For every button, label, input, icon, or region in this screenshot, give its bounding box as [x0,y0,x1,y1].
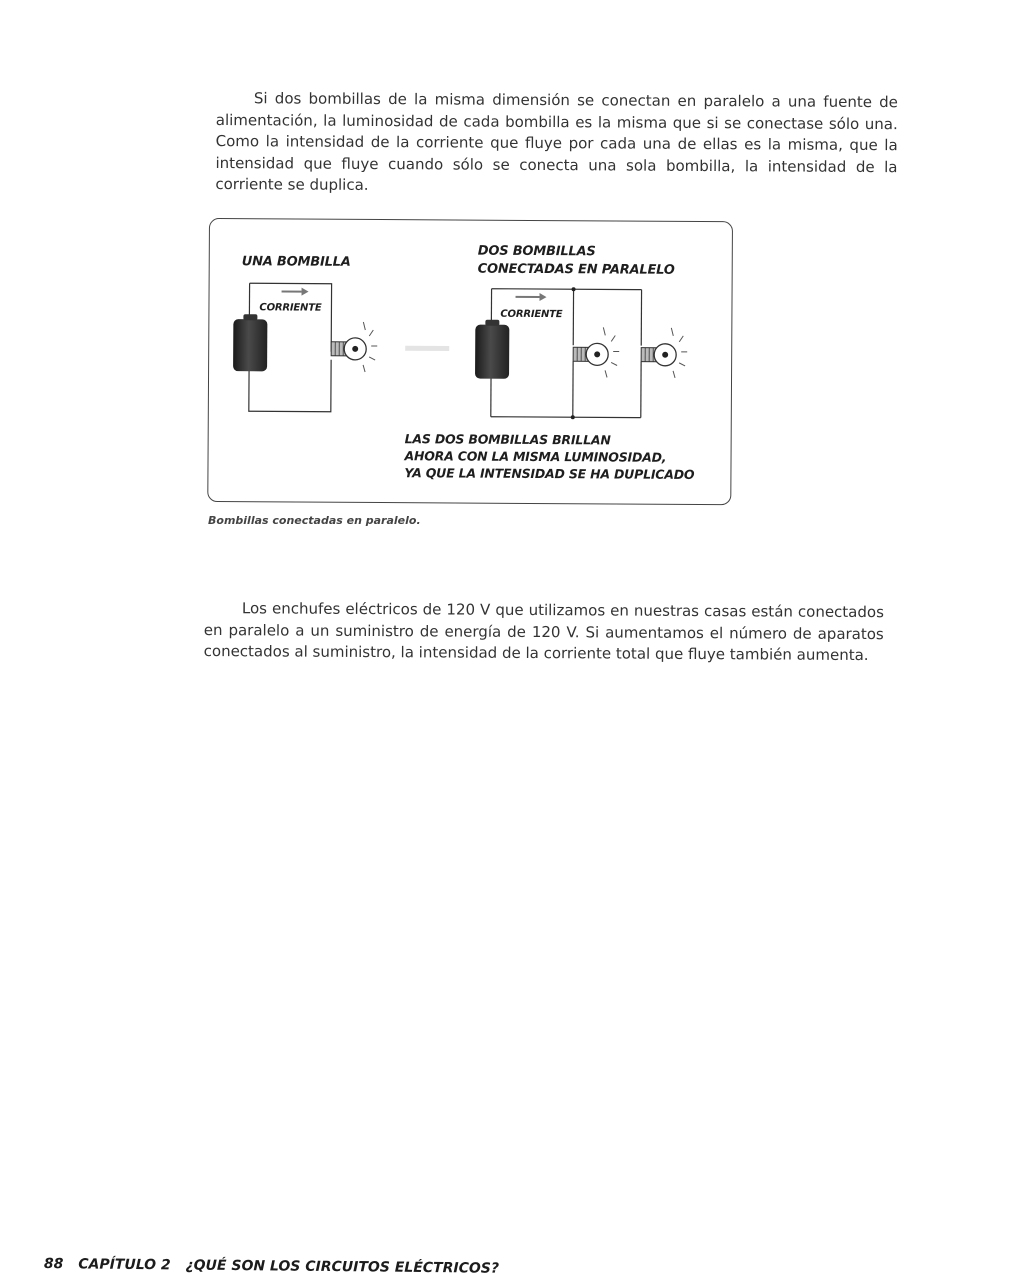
current-label-right: CORRIENTE [500,308,563,321]
parallel-bulbs-circuit [475,287,688,420]
label-one-bulb: UNA BOMBILLA [241,254,351,270]
page-footer [44,1256,509,1277]
lightbulb-icon [641,328,687,378]
label-two-bulbs-line2: CONECTADAS EN PARALELO [477,261,675,278]
figure-caption: Bombillas conectadas en paralelo. [208,514,421,527]
parallel-circuit-figure [207,218,733,505]
page-number: 88 [43,1256,64,1273]
paragraph-outlets [204,598,884,667]
battery-icon [475,325,509,379]
note-line2: AHORA CON LA MISMA LUMINOSIDAD, [404,448,667,465]
note-line1: LAS DOS BOMBILLAS BRILLAN [404,431,611,448]
note-line3: YA QUE LA INTENSIDAD SE HA DUPLICADO [404,465,695,482]
paragraph-2-text: Los enchufes eléctricos de 120 V que utilizamos en nuestras casas están conectados en paralelo a un suministro de energía de 120 V. Si aumentamos el número de aparatos conectados al suministro, la intensidad de la corriente total que fluye también aumenta. [203,599,884,665]
lightbulb-icon [331,322,377,372]
arrow-icon [282,287,309,295]
paragraph-1-text: Si dos bombillas de la misma dimensión se conectan en paralelo a una fuente de alimentación, la luminosidad de cada bombilla es la misma que si se conectase sólo una. Como la intensidad de la corriente que fluye por cada una de ellas es la misma, que la intensidad que fluye cuando sólo se conecta una sola bombilla, la intensidad de la corriente se duplica. [215,89,898,194]
paragraph-parallel-bulbs [215,88,898,200]
arrow-icon [515,293,546,301]
chapter-title: ¿QUÉ SON LOS CIRCUITOS ELÉCTRICOS? [185,1257,500,1277]
battery-icon [233,319,267,371]
chapter-label: CAPÍTULO 2 [78,1256,171,1274]
current-label-left: CORRIENTE [259,302,322,314]
lightbulb-icon [573,327,619,377]
label-two-bulbs-line1: DOS BOMBILLAS [477,243,596,260]
